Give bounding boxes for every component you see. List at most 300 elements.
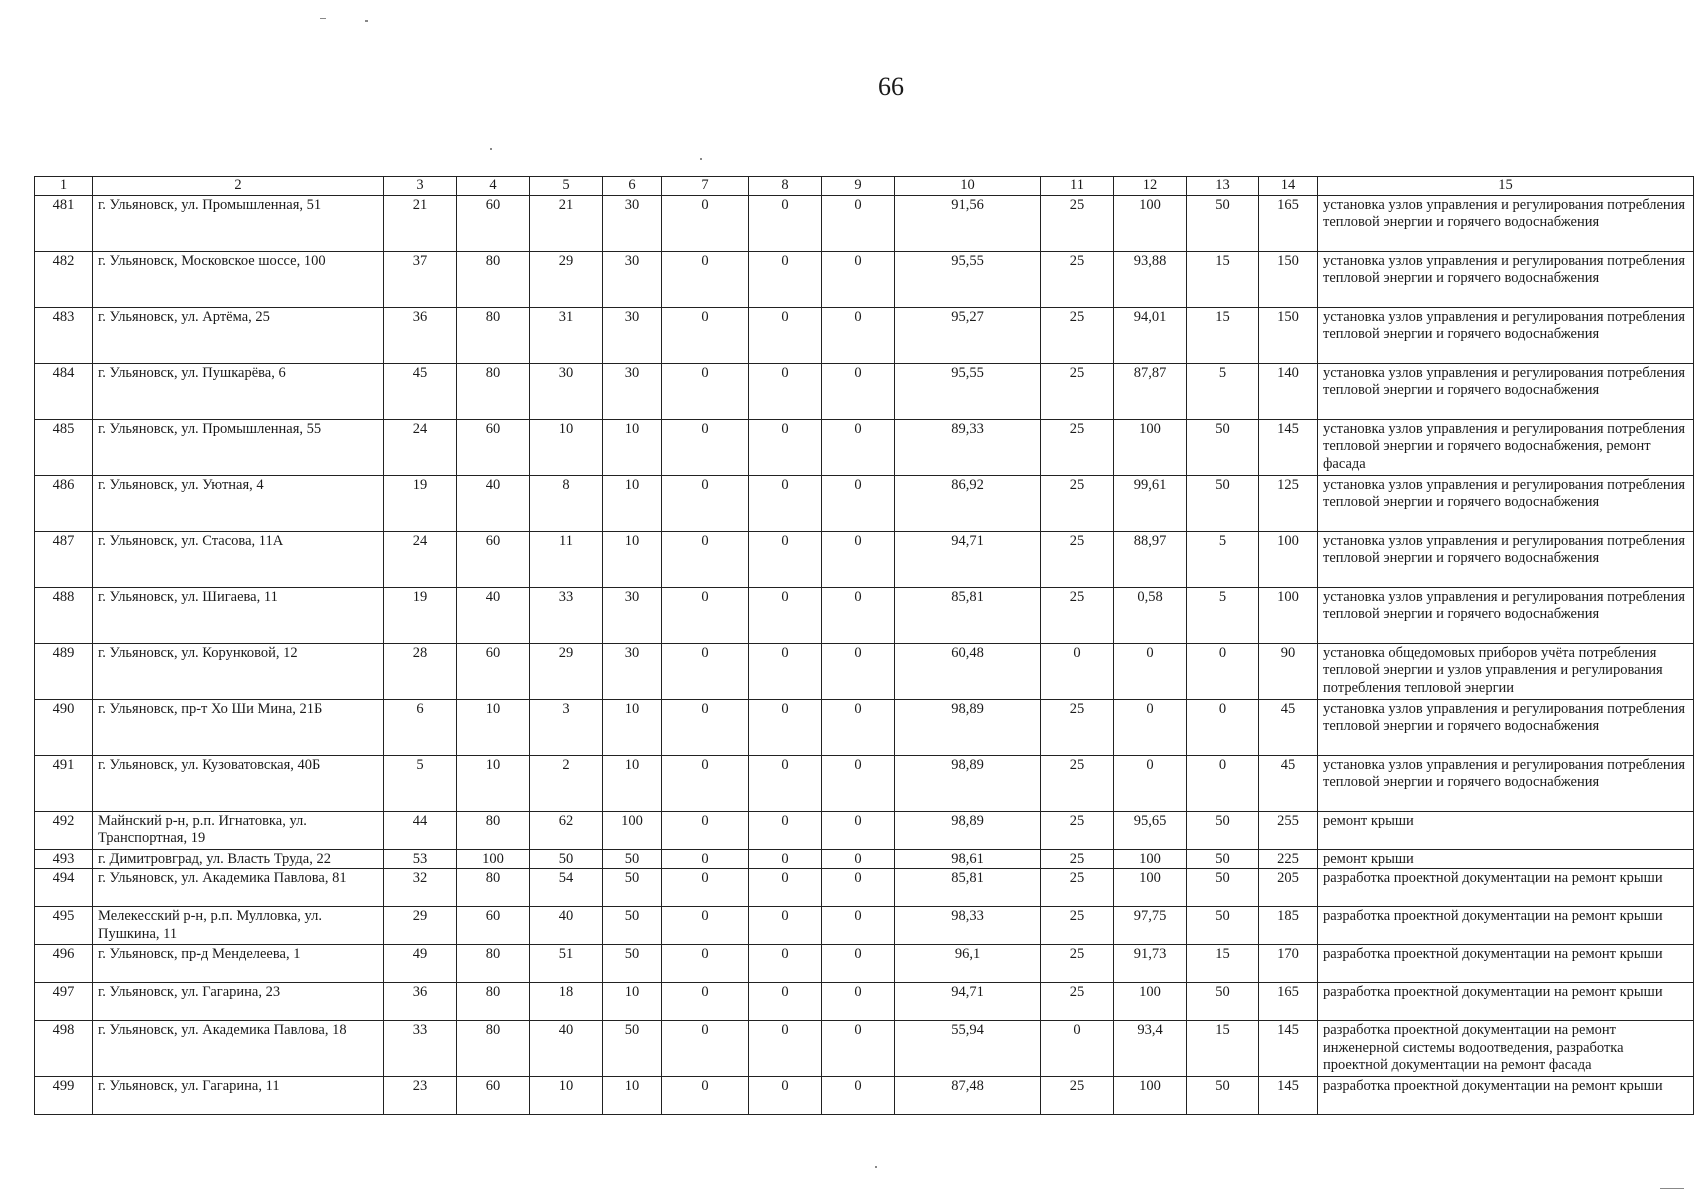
address-cell: г. Ульяновск, ул. Пушкарёва, 6 [93, 364, 384, 420]
value-cell: 29 [530, 252, 603, 308]
value-cell: 25 [1041, 812, 1114, 850]
value-cell: 88,97 [1114, 532, 1187, 588]
value-cell: 30 [603, 644, 662, 700]
value-cell: 0 [749, 588, 822, 644]
value-cell: 85,81 [895, 869, 1041, 907]
value-cell: 0 [662, 700, 749, 756]
value-cell: 50 [1187, 869, 1259, 907]
value-cell: 8 [530, 476, 603, 532]
value-cell: 90 [1259, 644, 1318, 700]
value-cell: 3 [530, 700, 603, 756]
column-number: 9 [822, 177, 895, 196]
address-cell: г. Ульяновск, ул. Академика Павлова, 81 [93, 869, 384, 907]
table-row [35, 1021, 1694, 1077]
value-cell: 165 [1259, 196, 1318, 252]
value-cell: 150 [1259, 308, 1318, 364]
value-cell: 0 [749, 907, 822, 945]
value-cell: 36 [384, 308, 457, 364]
value-cell: 25 [1041, 850, 1114, 869]
value-cell: 86,92 [895, 476, 1041, 532]
value-cell: 140 [1259, 364, 1318, 420]
value-cell: 10 [457, 756, 530, 812]
scan-speck [875, 1166, 877, 1168]
value-cell: 0 [749, 869, 822, 907]
value-cell: 0 [822, 252, 895, 308]
work-type-cell: установка узлов управления и регулирования потребления тепловой энергии и горячего водоснабжения [1318, 476, 1694, 532]
address-cell: г. Ульяновск, пр-д Менделеева, 1 [93, 945, 384, 983]
value-cell: 0 [1187, 756, 1259, 812]
value-cell: 98,61 [895, 850, 1041, 869]
value-cell: 54 [530, 869, 603, 907]
value-cell: 0 [749, 532, 822, 588]
value-cell: 5 [1187, 532, 1259, 588]
table-row [35, 364, 1694, 420]
work-type-cell: установка узлов управления и регулирования потребления тепловой энергии и горячего водоснабжения, ремонт фасада [1318, 420, 1694, 476]
value-cell: 80 [457, 869, 530, 907]
value-cell: 19 [384, 476, 457, 532]
value-cell: 50 [1187, 907, 1259, 945]
column-number: 11 [1041, 177, 1114, 196]
work-type-cell: разработка проектной документации на ремонт крыши [1318, 945, 1694, 983]
value-cell: 0 [749, 850, 822, 869]
row-number: 495 [35, 907, 93, 945]
value-cell: 10 [603, 420, 662, 476]
work-type-cell: установка узлов управления и регулирования потребления тепловой энергии и горячего водоснабжения [1318, 700, 1694, 756]
value-cell: 0 [749, 364, 822, 420]
value-cell: 25 [1041, 308, 1114, 364]
address-cell: г. Ульяновск, ул. Гагарина, 23 [93, 983, 384, 1021]
value-cell: 94,71 [895, 532, 1041, 588]
value-cell: 29 [384, 907, 457, 945]
value-cell: 30 [603, 308, 662, 364]
value-cell: 0 [662, 252, 749, 308]
value-cell: 80 [457, 252, 530, 308]
value-cell: 100 [1114, 420, 1187, 476]
column-number: 8 [749, 177, 822, 196]
value-cell: 85,81 [895, 588, 1041, 644]
table-row [35, 644, 1694, 700]
value-cell: 0 [662, 1077, 749, 1115]
table-row [35, 308, 1694, 364]
value-cell: 98,33 [895, 907, 1041, 945]
value-cell: 25 [1041, 532, 1114, 588]
value-cell: 10 [530, 420, 603, 476]
value-cell: 25 [1041, 869, 1114, 907]
value-cell: 80 [457, 364, 530, 420]
value-cell: 60 [457, 420, 530, 476]
row-number: 485 [35, 420, 93, 476]
row-number: 481 [35, 196, 93, 252]
value-cell: 50 [1187, 1077, 1259, 1115]
value-cell: 0 [749, 644, 822, 700]
value-cell: 40 [457, 476, 530, 532]
row-number: 492 [35, 812, 93, 850]
row-number: 486 [35, 476, 93, 532]
table-row [35, 588, 1694, 644]
value-cell: 50 [1187, 850, 1259, 869]
value-cell: 0 [662, 196, 749, 252]
column-number: 15 [1318, 177, 1694, 196]
value-cell: 0 [822, 850, 895, 869]
value-cell: 0 [822, 1021, 895, 1077]
value-cell: 25 [1041, 588, 1114, 644]
value-cell: 100 [1114, 196, 1187, 252]
value-cell: 30 [603, 364, 662, 420]
value-cell: 50 [1187, 196, 1259, 252]
value-cell: 0 [749, 983, 822, 1021]
value-cell: 28 [384, 644, 457, 700]
value-cell: 50 [603, 907, 662, 945]
value-cell: 60 [457, 1077, 530, 1115]
value-cell: 25 [1041, 364, 1114, 420]
value-cell: 60 [457, 196, 530, 252]
value-cell: 80 [457, 1021, 530, 1077]
value-cell: 25 [1041, 983, 1114, 1021]
value-cell: 0 [662, 756, 749, 812]
value-cell: 33 [384, 1021, 457, 1077]
value-cell: 33 [530, 588, 603, 644]
value-cell: 15 [1187, 308, 1259, 364]
value-cell: 100 [1114, 850, 1187, 869]
value-cell: 0 [749, 476, 822, 532]
value-cell: 45 [1259, 756, 1318, 812]
work-type-cell: установка узлов управления и регулирования потребления тепловой энергии и горячего водоснабжения [1318, 196, 1694, 252]
value-cell: 18 [530, 983, 603, 1021]
value-cell: 0,58 [1114, 588, 1187, 644]
value-cell: 0 [822, 532, 895, 588]
value-cell: 50 [603, 869, 662, 907]
value-cell: 32 [384, 869, 457, 907]
page-number: 66 [878, 72, 904, 101]
row-number: 496 [35, 945, 93, 983]
value-cell: 87,87 [1114, 364, 1187, 420]
value-cell: 0 [749, 308, 822, 364]
value-cell: 0 [822, 420, 895, 476]
value-cell: 205 [1259, 869, 1318, 907]
value-cell: 0 [822, 700, 895, 756]
value-cell: 145 [1259, 1077, 1318, 1115]
value-cell: 24 [384, 532, 457, 588]
value-cell: 31 [530, 308, 603, 364]
value-cell: 93,4 [1114, 1021, 1187, 1077]
value-cell: 49 [384, 945, 457, 983]
value-cell: 40 [530, 907, 603, 945]
row-number: 488 [35, 588, 93, 644]
work-type-cell: разработка проектной документации на ремонт крыши [1318, 1077, 1694, 1115]
row-number: 494 [35, 869, 93, 907]
value-cell: 0 [822, 644, 895, 700]
value-cell: 0 [662, 983, 749, 1021]
register-table [34, 176, 1694, 1115]
value-cell: 51 [530, 945, 603, 983]
value-cell: 150 [1259, 252, 1318, 308]
value-cell: 145 [1259, 420, 1318, 476]
value-cell: 24 [384, 420, 457, 476]
column-number: 5 [530, 177, 603, 196]
value-cell: 98,89 [895, 812, 1041, 850]
value-cell: 80 [457, 945, 530, 983]
value-cell: 60 [457, 644, 530, 700]
address-cell: г. Ульяновск, ул. Шигаева, 11 [93, 588, 384, 644]
value-cell: 94,71 [895, 983, 1041, 1021]
value-cell: 0 [822, 588, 895, 644]
value-cell: 10 [603, 756, 662, 812]
table-row [35, 756, 1694, 812]
work-type-cell: разработка проектной документации на ремонт крыши [1318, 907, 1694, 945]
value-cell: 25 [1041, 756, 1114, 812]
value-cell: 100 [1114, 983, 1187, 1021]
value-cell: 0 [749, 196, 822, 252]
value-cell: 0 [1041, 644, 1114, 700]
address-cell: г. Ульяновск, ул. Уютная, 4 [93, 476, 384, 532]
address-cell: Мелекесский р-н, р.п. Мулловка, ул. Пушкина, 11 [93, 907, 384, 945]
value-cell: 45 [1259, 700, 1318, 756]
value-cell: 0 [822, 756, 895, 812]
row-number: 491 [35, 756, 93, 812]
value-cell: 0 [662, 644, 749, 700]
value-cell: 25 [1041, 907, 1114, 945]
value-cell: 0 [749, 420, 822, 476]
work-type-cell: разработка проектной документации на ремонт инженерной системы водоотведения, разработка проектной документации на ремонт фасада [1318, 1021, 1694, 1077]
value-cell: 19 [384, 588, 457, 644]
value-cell: 50 [603, 1021, 662, 1077]
address-cell: г. Ульяновск, ул. Артёма, 25 [93, 308, 384, 364]
value-cell: 0 [822, 196, 895, 252]
value-cell: 99,61 [1114, 476, 1187, 532]
value-cell: 125 [1259, 476, 1318, 532]
value-cell: 37 [384, 252, 457, 308]
value-cell: 87,48 [895, 1077, 1041, 1115]
value-cell: 0 [822, 308, 895, 364]
scan-speck [320, 18, 326, 19]
value-cell: 11 [530, 532, 603, 588]
value-cell: 5 [1187, 588, 1259, 644]
row-number: 499 [35, 1077, 93, 1115]
value-cell: 40 [530, 1021, 603, 1077]
value-cell: 91,73 [1114, 945, 1187, 983]
address-cell: г. Ульяновск, Московское шоссе, 100 [93, 252, 384, 308]
value-cell: 55,94 [895, 1021, 1041, 1077]
value-cell: 0 [1114, 700, 1187, 756]
address-cell: г. Ульяновск, ул. Промышленная, 55 [93, 420, 384, 476]
value-cell: 29 [530, 644, 603, 700]
value-cell: 30 [603, 588, 662, 644]
value-cell: 100 [1259, 532, 1318, 588]
value-cell: 15 [1187, 1021, 1259, 1077]
value-cell: 0 [662, 532, 749, 588]
table-row [35, 869, 1694, 907]
value-cell: 44 [384, 812, 457, 850]
column-number: 1 [35, 177, 93, 196]
address-cell: г. Ульяновск, ул. Академика Павлова, 18 [93, 1021, 384, 1077]
value-cell: 100 [603, 812, 662, 850]
value-cell: 185 [1259, 907, 1318, 945]
work-type-cell: разработка проектной документации на ремонт крыши [1318, 983, 1694, 1021]
value-cell: 21 [384, 196, 457, 252]
value-cell: 0 [822, 869, 895, 907]
value-cell: 80 [457, 983, 530, 1021]
column-number: 10 [895, 177, 1041, 196]
value-cell: 0 [1041, 1021, 1114, 1077]
address-cell: Майнский р-н, р.п. Игнатовка, ул. Транспортная, 19 [93, 812, 384, 850]
value-cell: 0 [822, 1077, 895, 1115]
table-row [35, 532, 1694, 588]
table-row [35, 945, 1694, 983]
address-cell: г. Ульяновск, ул. Кузоватовская, 40Б [93, 756, 384, 812]
value-cell: 95,55 [895, 252, 1041, 308]
value-cell: 25 [1041, 945, 1114, 983]
column-number: 4 [457, 177, 530, 196]
value-cell: 30 [530, 364, 603, 420]
value-cell: 62 [530, 812, 603, 850]
table-row [35, 812, 1694, 850]
value-cell: 0 [662, 1021, 749, 1077]
value-cell: 30 [603, 252, 662, 308]
value-cell: 95,65 [1114, 812, 1187, 850]
row-number: 484 [35, 364, 93, 420]
row-number: 482 [35, 252, 93, 308]
value-cell: 0 [749, 945, 822, 983]
value-cell: 50 [603, 945, 662, 983]
row-number: 497 [35, 983, 93, 1021]
value-cell: 50 [1187, 983, 1259, 1021]
value-cell: 10 [603, 476, 662, 532]
value-cell: 36 [384, 983, 457, 1021]
row-number: 490 [35, 700, 93, 756]
value-cell: 10 [603, 1077, 662, 1115]
value-cell: 0 [1187, 644, 1259, 700]
value-cell: 25 [1041, 196, 1114, 252]
value-cell: 80 [457, 812, 530, 850]
value-cell: 80 [457, 308, 530, 364]
table-row [35, 1077, 1694, 1115]
address-cell: г. Димитровград, ул. Власть Труда, 22 [93, 850, 384, 869]
work-type-cell: установка узлов управления и регулирования потребления тепловой энергии и горячего водоснабжения [1318, 532, 1694, 588]
row-number: 483 [35, 308, 93, 364]
value-cell: 10 [457, 700, 530, 756]
value-cell: 0 [662, 869, 749, 907]
value-cell: 0 [822, 983, 895, 1021]
table-row [35, 420, 1694, 476]
work-type-cell: ремонт крыши [1318, 812, 1694, 850]
column-number: 6 [603, 177, 662, 196]
work-type-cell: ремонт крыши [1318, 850, 1694, 869]
value-cell: 98,89 [895, 756, 1041, 812]
value-cell: 23 [384, 1077, 457, 1115]
value-cell: 40 [457, 588, 530, 644]
value-cell: 98,89 [895, 700, 1041, 756]
value-cell: 30 [603, 196, 662, 252]
value-cell: 10 [603, 700, 662, 756]
value-cell: 5 [1187, 364, 1259, 420]
value-cell: 2 [530, 756, 603, 812]
work-type-cell: установка узлов управления и регулирования потребления тепловой энергии и горячего водоснабжения [1318, 364, 1694, 420]
value-cell: 0 [749, 812, 822, 850]
value-cell: 0 [662, 588, 749, 644]
value-cell: 96,1 [895, 945, 1041, 983]
work-type-cell: разработка проектной документации на ремонт крыши [1318, 869, 1694, 907]
value-cell: 0 [749, 756, 822, 812]
value-cell: 100 [1259, 588, 1318, 644]
value-cell: 0 [662, 907, 749, 945]
value-cell: 0 [822, 907, 895, 945]
value-cell: 25 [1041, 252, 1114, 308]
value-cell: 50 [1187, 812, 1259, 850]
value-cell: 0 [749, 1077, 822, 1115]
value-cell: 100 [1114, 869, 1187, 907]
value-cell: 0 [662, 308, 749, 364]
column-number: 7 [662, 177, 749, 196]
table-row [35, 252, 1694, 308]
address-cell: г. Ульяновск, ул. Промышленная, 51 [93, 196, 384, 252]
value-cell: 89,33 [895, 420, 1041, 476]
value-cell: 60 [457, 532, 530, 588]
value-cell: 0 [662, 812, 749, 850]
value-cell: 95,27 [895, 308, 1041, 364]
value-cell: 50 [530, 850, 603, 869]
value-cell: 0 [1114, 756, 1187, 812]
value-cell: 10 [603, 983, 662, 1021]
row-number: 498 [35, 1021, 93, 1077]
value-cell: 15 [1187, 945, 1259, 983]
value-cell: 165 [1259, 983, 1318, 1021]
column-number: 12 [1114, 177, 1187, 196]
column-number: 2 [93, 177, 384, 196]
column-number: 13 [1187, 177, 1259, 196]
value-cell: 10 [530, 1077, 603, 1115]
value-cell: 95,55 [895, 364, 1041, 420]
table-row [35, 476, 1694, 532]
value-cell: 0 [662, 476, 749, 532]
column-number-row [35, 177, 1694, 196]
value-cell: 0 [1187, 700, 1259, 756]
address-cell: г. Ульяновск, пр-т Хо Ши Мина, 21Б [93, 700, 384, 756]
value-cell: 170 [1259, 945, 1318, 983]
value-cell: 6 [384, 700, 457, 756]
value-cell: 50 [1187, 476, 1259, 532]
column-number: 14 [1259, 177, 1318, 196]
value-cell: 60,48 [895, 644, 1041, 700]
address-cell: г. Ульяновск, ул. Стасова, 11А [93, 532, 384, 588]
work-type-cell: установка общедомовых приборов учёта потребления тепловой энергии и узлов управления и регулирования потребления тепловой энергии [1318, 644, 1694, 700]
value-cell: 0 [822, 476, 895, 532]
table-row [35, 983, 1694, 1021]
work-type-cell: установка узлов управления и регулирования потребления тепловой энергии и горячего водоснабжения [1318, 756, 1694, 812]
value-cell: 0 [662, 850, 749, 869]
address-cell: г. Ульяновск, ул. Корунковой, 12 [93, 644, 384, 700]
value-cell: 0 [1114, 644, 1187, 700]
scan-speck [365, 20, 368, 22]
value-cell: 60 [457, 907, 530, 945]
value-cell: 0 [662, 364, 749, 420]
value-cell: 0 [822, 364, 895, 420]
value-cell: 10 [603, 532, 662, 588]
value-cell: 0 [749, 252, 822, 308]
scan-speck [700, 158, 702, 160]
value-cell: 93,88 [1114, 252, 1187, 308]
table-row [35, 907, 1694, 945]
value-cell: 45 [384, 364, 457, 420]
row-number: 487 [35, 532, 93, 588]
value-cell: 94,01 [1114, 308, 1187, 364]
value-cell: 97,75 [1114, 907, 1187, 945]
column-number: 3 [384, 177, 457, 196]
value-cell: 100 [457, 850, 530, 869]
value-cell: 255 [1259, 812, 1318, 850]
row-number: 493 [35, 850, 93, 869]
table-row [35, 700, 1694, 756]
value-cell: 0 [749, 1021, 822, 1077]
